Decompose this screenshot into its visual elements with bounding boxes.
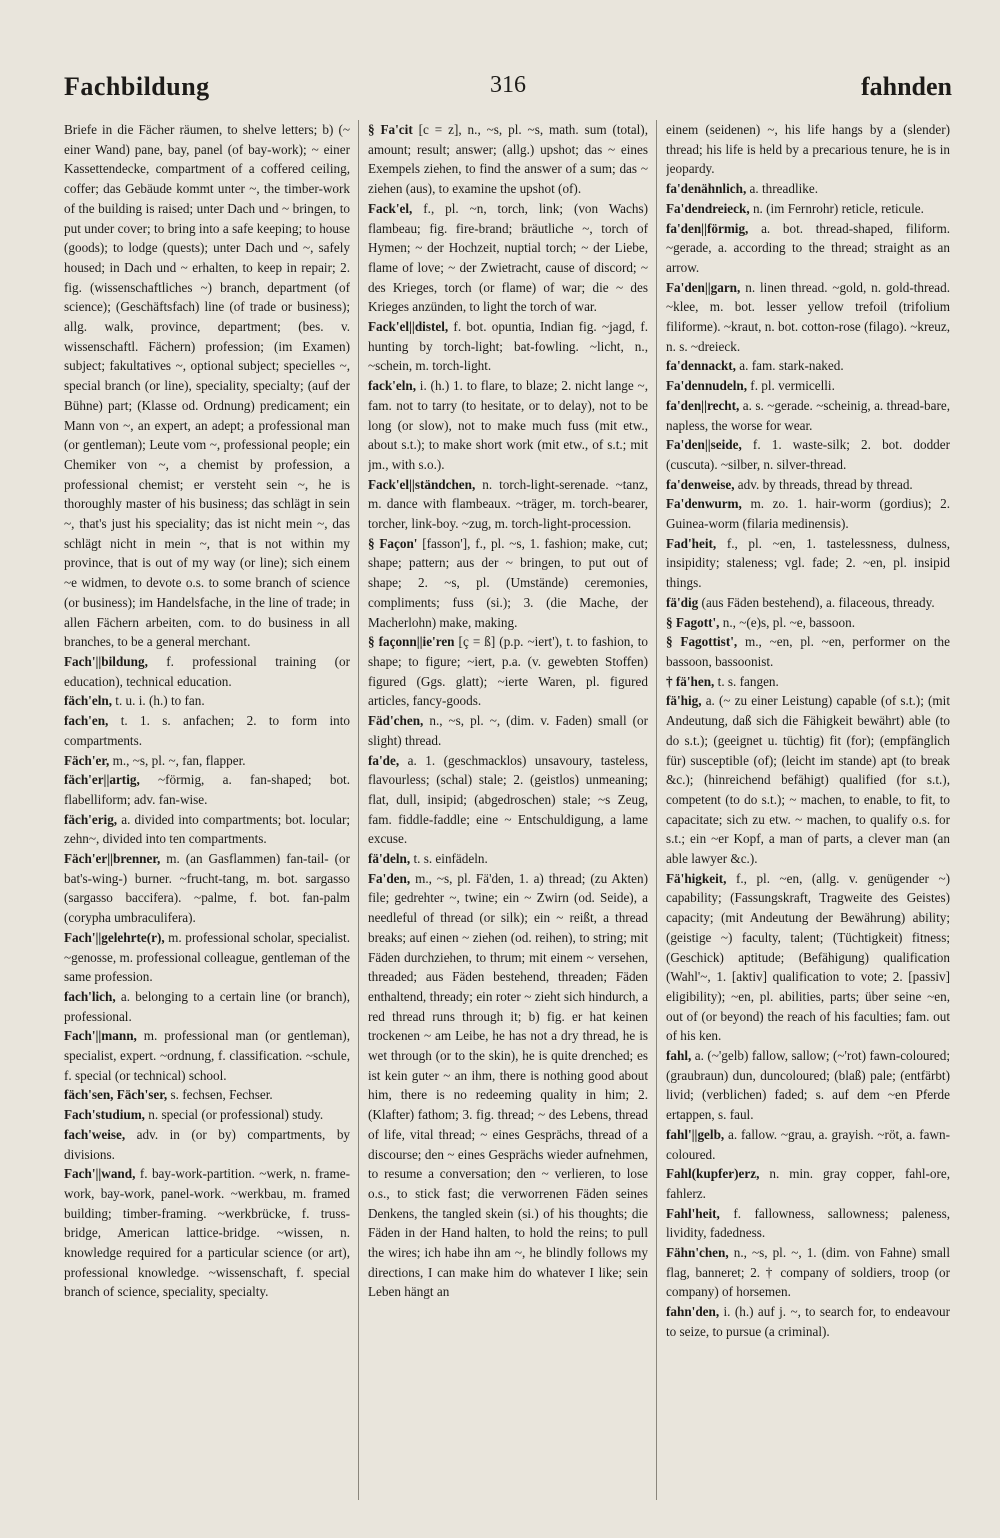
entry-headword: § Fagott', [666, 614, 720, 630]
entry-definition: f. pl. vermicelli. [750, 378, 835, 394]
entry-headword: fä'hig, [666, 693, 702, 709]
dictionary-entry [64, 810, 350, 849]
dictionary-entry [64, 1164, 350, 1302]
entry-headword: Fahl'heit, [666, 1205, 720, 1221]
entry-definition: n., ~(e)s, pl. ~e, bassoon. [722, 614, 855, 630]
entry-definition: [ç = ß] (p.p. ~iert'), t. to fashion, to shape; to figure; ~iert, p.a. (v. gewebten Stoffen) figured (Ggs. glatt); ~ierte Waren, pl. figured articles, fancy-goods. [368, 634, 648, 709]
entry-definition: a. bot. thread-shaped, filiform. ~gerade, a. according to the thread; straight as an arrow. [666, 220, 950, 275]
entry-definition: t. 1. s. anfachen; 2. to form into compartments. [64, 713, 350, 748]
column-divider [358, 120, 359, 1500]
entry-definition: a. s. ~gerade. ~scheinig, a. thread-bare, napless, the worse for wear. [666, 397, 950, 433]
dictionary-entry [64, 928, 350, 987]
entry-headword: Fach'||mann, [64, 1028, 137, 1044]
entry-definition: n. linen thread. ~gold, n. gold-thread. ~klee, m. bot. lesser yellow trefoil (trifolium filiforme). ~kraut, n. bot. cotton-rose (filago). ~kreuz, n. s. ~dreieck. [666, 279, 950, 354]
entry-definition: n. (im Fernrohr) reticle, reticule. [752, 200, 924, 216]
dictionary-entry [64, 987, 350, 1026]
entry-headword: fack'eln, [368, 378, 416, 394]
dictionary-entry [666, 1125, 950, 1164]
entry-headword: fach'lich, [64, 988, 116, 1004]
entry-headword: fäch'er||artig, [64, 772, 140, 788]
entry-headword: Fach'||wand, [64, 1166, 136, 1182]
dictionary-entry [666, 179, 950, 199]
entry-definition: (aus Fäden bestehend), a. filaceous, thready. [701, 594, 935, 610]
dictionary-entry [64, 691, 350, 711]
dictionary-entry [368, 869, 648, 1302]
entry-definition: [c = z], n., ~s, pl. ~s, math. sum (total), amount; result; answer; (allg.) upshot; das ~ eines Exempels ziehen, to find the answer of a sum; das ~ ziehen (aus), to examine the upshot (of). [368, 122, 648, 197]
entry-definition: a. (~ zu einer Leistung) capable (of s.t.); (mit Andeutung, daß sich die Fähigkeit bewährt) able (to do s.t.); (geeignet u. tüchtig) fit (for); (empfänglich für) susceptible (of); (leicht im stande) apt (to break &c.); (hinreichend befähigt) qualified (for s.t.), competent (to do s.t.); ~ machen, to enable, to fit, to capacitate; sich zu etw. ~ machen, to qualify o.s. for s.t.; ein ~er Kopf, a man of parts, a clever man (an able lawyer &c.). [666, 693, 950, 867]
entry-headword: fahl'||gelb, [666, 1126, 725, 1142]
dictionary-entry [368, 475, 648, 534]
entry-headword: fach'weise, [64, 1126, 126, 1142]
entry-definition: f. 1. waste-silk; 2. bot. dodder (cuscuta). ~silber, n. silver-thread. [666, 437, 950, 472]
entry-definition: f. bay-work-partition. ~werk, n. frame-work, bay-work, panel-work. ~werkbau, m. framed building; timber-framing. ~werkbrücke, f. truss-bridge, American lattice-bridge. ~wissen, n. knowledge required for a particular science (or art), professional knowledge. ~wissenschaft, f. special branch of science, speciality, specialty. [64, 1166, 350, 1300]
dictionary-entry [368, 376, 648, 475]
dictionary-entry [666, 278, 950, 357]
dictionary-entry [666, 691, 950, 868]
entry-definition: [fasson'], f., pl. ~s, 1. fashion; make, cut; shape; pattern; aus der ~ bringen, to put out of shape; 2. ~s, pl. (Umstände) ceremonies, compliments; fuss (si.); 3. (die Mache, der Macherlohn) make, making. [368, 535, 648, 630]
entry-definition: n. special (or professional) study. [148, 1107, 324, 1123]
dictionary-entry [666, 1046, 950, 1125]
entry-definition: ~förmig, a. fan-shaped; bot. flabelliform; adv. fan-wise. [64, 772, 350, 807]
entry-headword: § Fagottist', [666, 634, 738, 650]
entry-headword: fa'de, [368, 752, 400, 768]
entry-definition: a. fam. stark-naked. [739, 358, 844, 374]
entry-definition: f., pl. ~en, 1. tastelessness, dulness, insipidity; staleness; vgl. fade; 2. ~en, pl. insipid things. [666, 535, 950, 591]
entry-headword: fach'en, [64, 713, 109, 729]
page-header [64, 72, 952, 112]
dictionary-entry [64, 1026, 350, 1085]
entry-headword: Fa'den||seide, [666, 437, 742, 453]
dictionary-entry [666, 475, 950, 495]
entry-headword: Fa'dendreieck, [666, 200, 750, 216]
entry-definition: s. fechsen, Fechser. [170, 1087, 273, 1103]
entry-headword: § Fa'cit [368, 122, 413, 137]
dictionary-entry [368, 317, 648, 376]
dictionary-entry [368, 632, 648, 711]
entry-definition: i. (h.) 1. to flare, to blaze; 2. nicht lange ~, fam. not to tarry (to hesitate, or to delay), not to be long (or slow), not to make much fuss (mit etw., about s.t.); to make short work (mit etw., of s.t.; mit jm., with s.o.). [368, 378, 648, 472]
entry-definition: m., ~s, pl. Fä'den, 1. a) thread; (zu Akten) file; gedrehter ~, twine; ein ~ Zwirn (od. Seide), a needleful of thread (or silk); ein ~ reißt, a thread breaks; auf einen ~ ziehen (od. reihen), to string; mit Fäden durchziehen, to thrum; mit einem ~ versehen, threaded; aus Fäden bestehend, threaden; Fäden enthaltend, thready; ein roter ~ zieht sich hindurch, a red thread runs through it; b) fig. er hat keinen trockenen ~ am Leibe, he has not a dry thread, he is wet through (or to the skin), he is quite drenched; es ist kein guter ~ an ihm, there is nothing good about him, there is no redeeming quality in him; 2. (Klafter) fathom; 3. fig. thread; ~ des Lebens, thread of life, vital thread; ~ eines Gesprächs, thread of a discourse; den ~ eines Gesprächs wieder aufnehmen, to resume a conversation; den ~ verlieren, to lose o.s., to stick fast; die verworrenen Fäden seines Denkens, the tangled skein (si.) of his thoughts; die Fäden in der Hand halten, to hold the reins; to pull the wires; ich habe ihn am ~, he blindly follows my directions, I can make him do whatever I like; sein Leben hängt an [368, 870, 648, 1300]
entry-headword: fä'deln, [368, 851, 411, 867]
entry-definition: einem (seidenen) ~, his life hangs by a (slender) thread; his life is held by a precarious tenure, he is in jeopardy. [666, 122, 950, 177]
dictionary-entry [666, 534, 950, 593]
entry-headword: Fack'el, [368, 200, 413, 216]
entry-headword: Fa'denwurm, [666, 496, 742, 512]
entry-definition: m. professional man (or gentleman), specialist, expert. ~ordnung, f. classification. ~schule, f. special (or technical) school. [64, 1028, 350, 1083]
entry-definition: f., pl. ~n, torch, link; (von Wachs) flambeau; fig. fire-brand; bräutliche ~, torch of Hymen; ~ der Hochzeit, nuptial torch; ~ der Liebe, flame of love; ~ der Zwietracht, cause of discord; ~ des Krieges, torch (or flame) of war; die ~ des Krieges anzünden, to light the torch of war. [368, 200, 648, 315]
entry-definition: n., ~s, pl. ~, 1. (dim. von Fahne) small flag, banneret; 2. † company of soldiers, troop (or company) of horsemen. [666, 1245, 950, 1300]
entry-headword: Fack'el||distel, [368, 319, 449, 335]
column-divider [656, 120, 657, 1500]
entry-definition: m., ~en, pl. ~en, performer on the bassoon, bassoonist. [666, 634, 950, 669]
dictionary-entry [666, 1243, 950, 1302]
entry-headword: fäch'sen, Fäch'ser, [64, 1087, 168, 1103]
entry-definition: adv. in (or by) compartments, by divisions. [64, 1126, 350, 1162]
entry-headword: fa'denweise, [666, 476, 735, 492]
dictionary-entry [368, 534, 648, 633]
entry-headword: fa'den||recht, [666, 397, 740, 413]
entry-headword: Fad'heit, [666, 535, 717, 551]
dictionary-entry [666, 869, 950, 1046]
entry-headword: fäch'eln, [64, 693, 112, 709]
entry-headword: Fach'||gelehrte(r), [64, 929, 165, 945]
entry-headword: fa'denähnlich, [666, 181, 747, 197]
entry-headword: Fa'den||garn, [666, 279, 741, 295]
entry-headword: Fäch'er||brenner, [64, 851, 161, 867]
entry-definition: f. professional training (or education), technical education. [64, 653, 350, 689]
entry-definition: m. (an Gasflammen) fan-tail- (or bat's-wing-) burner. ~frucht-tang, m. bot. sargasso (sargasso baccifera). ~palme, f. bot. fan-palm (corypha umbraculifera). [64, 851, 350, 926]
dictionary-entry [666, 219, 950, 278]
entry-headword: Fahl(kupfer)erz, [666, 1166, 760, 1182]
dictionary-entry [666, 120, 950, 179]
dictionary-entry [666, 1204, 950, 1243]
dictionary-entry [64, 751, 350, 771]
dictionary-entry [666, 494, 950, 533]
dictionary-entry [64, 770, 350, 809]
entry-definition: Briefe in die Fächer räumen, to shelve letters; b) (~ einer Wand) pane, bay, panel (of bay-work); ~ einer Kassettendecke, compartment of a coffered ceiling, coffer; das Gebäude kommt unter ~, the timber-work of the building is raised; unter Dach und ~ bringen, to put under cover; to bring into a safe keeping; to house (goods); to lodge (quests); unter Dach und ~, safely housed; in Dach und ~ erhalten, to keep in repair; 2. fig. (wissenschaftliches ~) branch, department (of science); (Geschäftsfach) line (of trade or business); allg. walk, province, department; (bes. v. wissenschaftl. Fächern) profession; (im Examen) subject; fakultatives ~, optional subject; specielles ~, special branch (or line), speciality, specialty; (auf der Bühne) part; (Klasse od. Ordnung) predicament; ein Mann von ~, an expert, an adept; a professional man (or gentleman); Leute vom ~, professional people; ein Chemiker von ~, a chemist by profession, a professional chemist; er versteht sein ~, he is thoroughly master of his business; das schlägt in sein ~, that's just his speciality; das ist nicht mein ~, das schlägt nicht in mein ~, that is not within my province, that is out of my way (or line); sich einem ~e widmen, to devote o.s. to some branch of science (or business); im Handelsfache, in the line of trade; in allen Fächern arbeiten, com. to do business in all branches, to be a general merchant. [64, 122, 350, 650]
header-left-guideword: Fachbildung [64, 72, 210, 101]
entry-headword: fahn'den, [666, 1304, 720, 1320]
dictionary-entry [368, 711, 648, 750]
entry-definition: t. s. einfädeln. [413, 851, 488, 867]
page-number: 316 [490, 72, 526, 98]
dictionary-entry [666, 435, 950, 474]
dictionary-entry [64, 849, 350, 928]
entry-definition: a. 1. (geschmacklos) unsavoury, tasteless, flavourless; (schal) stale; 2. (geistlos) unmeaning; flat, dull, insipid; (abgedroschen) stale; ~s Zeug, fam. fiddle-faddle; eine ~ Entschuldigung, a lame excuse. [368, 752, 648, 847]
entry-definition: t. u. i. (h.) to fan. [115, 693, 205, 709]
dictionary-entry [64, 1085, 350, 1105]
dictionary-entry [368, 199, 648, 317]
dictionary-entry [666, 632, 950, 671]
entry-definition: i. (h.) auf j. ~, to search for, to endeavour to seize, to pursue (a criminal). [666, 1304, 950, 1339]
dictionary-entry [666, 1302, 950, 1341]
dictionary-entry [368, 751, 648, 850]
entry-headword: Fähn'chen, [666, 1245, 729, 1261]
entry-definition: m., ~s, pl. ~, fan, flapper. [112, 752, 246, 768]
entry-headword: fa'den||förmig, [666, 220, 749, 236]
entry-definition: n. min. gray copper, fahl-ore, fahlerz. [666, 1166, 950, 1201]
dictionary-entry [368, 849, 648, 869]
entry-headword: Fa'den, [368, 870, 411, 886]
entry-headword: fa'dennackt, [666, 358, 736, 374]
entry-definition: a. belonging to a certain line (or branch), professional. [64, 988, 350, 1024]
entry-headword: § façonn||ie'ren [368, 634, 455, 650]
dictionary-entry [64, 1125, 350, 1164]
entry-headword: fahl, [666, 1048, 692, 1064]
entry-definition: a. threadlike. [749, 181, 819, 197]
entry-headword: Fäd'chen, [368, 713, 424, 729]
entry-definition: m. zo. 1. hair-worm (gordius); 2. Guinea-worm (filaria medinensis). [666, 496, 950, 532]
dictionary-entry [368, 120, 648, 199]
entry-headword: Fä'higkeit, [666, 870, 727, 886]
entry-headword: † fä'hen, [666, 673, 715, 689]
entry-headword: Fach'studium, [64, 1107, 145, 1123]
dictionary-entry [64, 711, 350, 750]
dictionary-entry [666, 356, 950, 376]
dictionary-entry [666, 593, 950, 613]
dictionary-entry [64, 120, 350, 652]
entry-definition: f., pl. ~en, (allg. v. genügender ~) capability; (Fassungskraft, Tragweite des Geistes) capacity; (mit Andeutung der Bewährung) ability; (geistige ~) faculty, talent; (Tüchtigkeit) fitness; (Geschick) aptitude; (Befähigung) qualification (Wahl'~, 1. [aktiv] qualification to vote; 2. [passiv] eligibility); ~en, pl. abilities, parts; über seine ~en, out of (or beyond) the reach of his faculties; fam. out of his ken. [666, 870, 950, 1044]
column-2 [368, 120, 648, 1500]
dictionary-entry [64, 1105, 350, 1125]
dictionary-entry [666, 672, 950, 692]
dictionary-entry [64, 652, 350, 691]
entry-headword: Fäch'er, [64, 752, 110, 768]
dictionary-entry [666, 199, 950, 219]
entry-definition: n. torch-light-serenade. ~tanz, m. dance with flambeaux. ~träger, m. torch-bearer, torcher, link-boy. ~zug, m. torch-light-procession. [368, 476, 648, 532]
entry-headword: fä'dig [666, 594, 699, 610]
entry-definition: f. fallowness, sallowness; paleness, lividity, fadedness. [666, 1205, 950, 1241]
entry-headword: Fa'dennudeln, [666, 378, 747, 394]
entry-definition: n., ~s, pl. ~, (dim. v. Faden) small (or slight) thread. [368, 713, 648, 748]
entry-headword: Fach'||bildung, [64, 653, 148, 669]
entry-definition: t. s. fangen. [717, 673, 779, 689]
dictionary-entry [666, 396, 950, 435]
entry-definition: a. fallow. ~grau, a. grayish. ~röt, a. fawn-coloured. [666, 1126, 950, 1162]
entry-definition: f. bot. opuntia, Indian fig. ~jagd, f. hunting by torch-light; bat-fowling. ~licht, n., ~schein, m. torch-light. [368, 319, 648, 374]
dictionary-entry [666, 376, 950, 396]
dictionary-entry [666, 613, 950, 633]
entry-definition: a. (~'gelb) fallow, sallow; (~'rot) fawn-coloured; (graubraun) dun, duncoloured; (blaß) pale; (entfärbt) livid; (verblichen) faded; s. auf dem ~en Pferde ertappen, s. faul. [666, 1048, 950, 1123]
entry-definition: adv. by threads, thread by thread. [737, 476, 913, 492]
column-3 [666, 120, 950, 1500]
entry-definition: a. divided into compartments; bot. locular; zehn~, divided into ten compartments. [64, 811, 350, 847]
entry-headword: fäch'erig, [64, 811, 118, 827]
column-1 [64, 120, 350, 1500]
dictionary-entry [666, 1164, 950, 1203]
entry-definition: m. professional scholar, specialist. ~genosse, m. professional colleague, gentleman of the same profession. [64, 929, 350, 985]
header-right-guideword: fahnden [860, 72, 952, 101]
entry-headword: Fack'el||ständchen, [368, 476, 476, 492]
entry-headword: § Façon' [368, 535, 418, 551]
